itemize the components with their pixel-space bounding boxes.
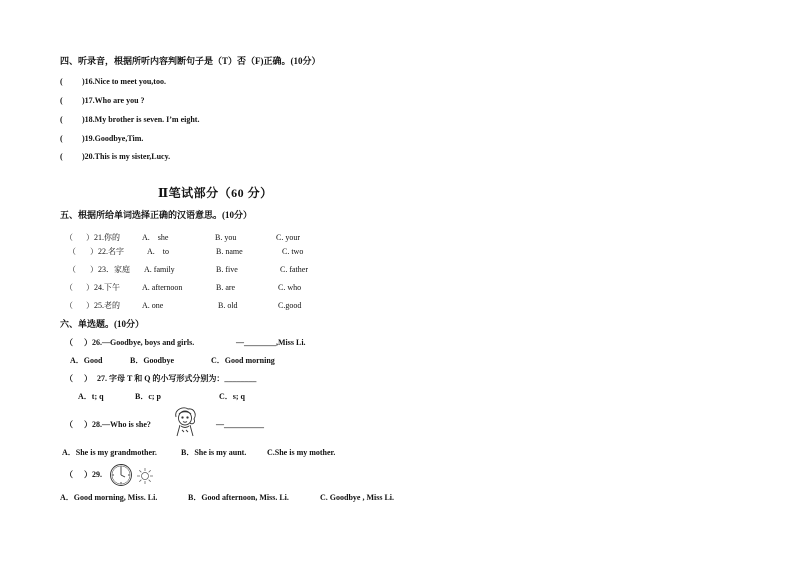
answer-paren: （ [68, 247, 76, 256]
option-c: C. father [280, 265, 308, 274]
option-b: B. five [216, 265, 238, 274]
written-part-title: Ⅱ笔试部分（60 分） [158, 186, 273, 200]
option-a: A. to [147, 247, 169, 256]
option-b: B．c; p [135, 392, 161, 401]
answer-paren: （ [68, 265, 76, 274]
answer-paren: ( [60, 77, 63, 86]
answer-paren: （ [65, 374, 73, 383]
answer-paren: ( [60, 152, 63, 161]
question-26: ）26.—Goodbye, boys and girls. [84, 338, 195, 347]
listening-item-16: )16.Nice to meet you,too. [82, 77, 166, 86]
option-b: B. name [216, 247, 243, 256]
question-23: ）23．家庭 [90, 265, 130, 274]
option-a: A．Good morning, Miss. Li. [60, 493, 158, 502]
question-21: ）21.你的 [86, 233, 120, 242]
listening-item-19: )19.Goodbye,Tim. [82, 134, 144, 143]
option-c: C. who [278, 283, 302, 292]
question-24: ）24.下午 [86, 283, 120, 292]
answer-paren: ( [60, 134, 63, 143]
option-b: B．Good afternoon, Miss. Li. [188, 493, 289, 502]
clock-picture [109, 463, 133, 487]
answer-paren: （ [65, 301, 73, 310]
option-b: B．Goodbye [130, 356, 175, 365]
answer-paren: （ [65, 420, 73, 429]
option-a: A．t; q [78, 392, 104, 401]
sun-picture [136, 467, 154, 485]
woman-picture [170, 405, 200, 437]
option-c: C. Goodbye , Miss Li. [320, 493, 395, 502]
option-a: A. one [142, 301, 164, 310]
answer-paren: ( [60, 96, 63, 105]
listening-item-17: )17.Who are you ? [82, 96, 145, 105]
option-b: B．She is my aunt. [181, 448, 247, 457]
option-a: A．She is my grandmother. [62, 448, 157, 457]
question-22: ）22.名字 [90, 247, 124, 256]
option-c: C.She is my mother. [267, 448, 336, 457]
option-c: C.good [278, 301, 302, 310]
question-28-reply: —__________ [216, 420, 264, 429]
option-a: A. family [144, 265, 175, 274]
option-b: B. you [215, 233, 237, 242]
option-a: A. afternoon [142, 283, 183, 292]
section6-heading: 六、单选题。(10分） [60, 319, 144, 329]
answer-paren: ( [60, 115, 63, 124]
answer-paren: （ [65, 470, 73, 479]
listening-item-20: )20.This is my sister,Lucy. [82, 152, 171, 161]
option-c: C. your [276, 233, 300, 242]
answer-paren: （ [65, 233, 73, 242]
answer-paren-close: ） [84, 374, 92, 383]
answer-paren: （ [65, 283, 73, 292]
answer-paren: （ [65, 338, 73, 347]
option-a: A. she [142, 233, 169, 242]
question-29: ）29. [84, 470, 102, 479]
question-25: ）25.老的 [86, 301, 120, 310]
section5-heading: 五、根据所给单词选择正确的汉语意思。(10分） [60, 210, 252, 220]
option-b: B. are [216, 283, 236, 292]
question-28: ）28.—Who is she? [84, 420, 151, 429]
option-b: B. old [218, 301, 238, 310]
option-c: C. two [282, 247, 304, 256]
option-a: A．Good [70, 356, 103, 365]
listening-heading: 四、听录音，根据所听内容判断句子是（T）否（F)正确。(10分） [60, 56, 321, 66]
option-c: C．s; q [219, 392, 246, 401]
listening-item-18: )18.My brother is seven. I’m eight. [82, 115, 200, 124]
option-c: C．Good morning [211, 356, 275, 365]
question-26-reply: —________,Miss Li. [236, 338, 306, 347]
question-27: 27. 字母 T 和 Q 的小写形式分别为：________ [97, 374, 257, 383]
